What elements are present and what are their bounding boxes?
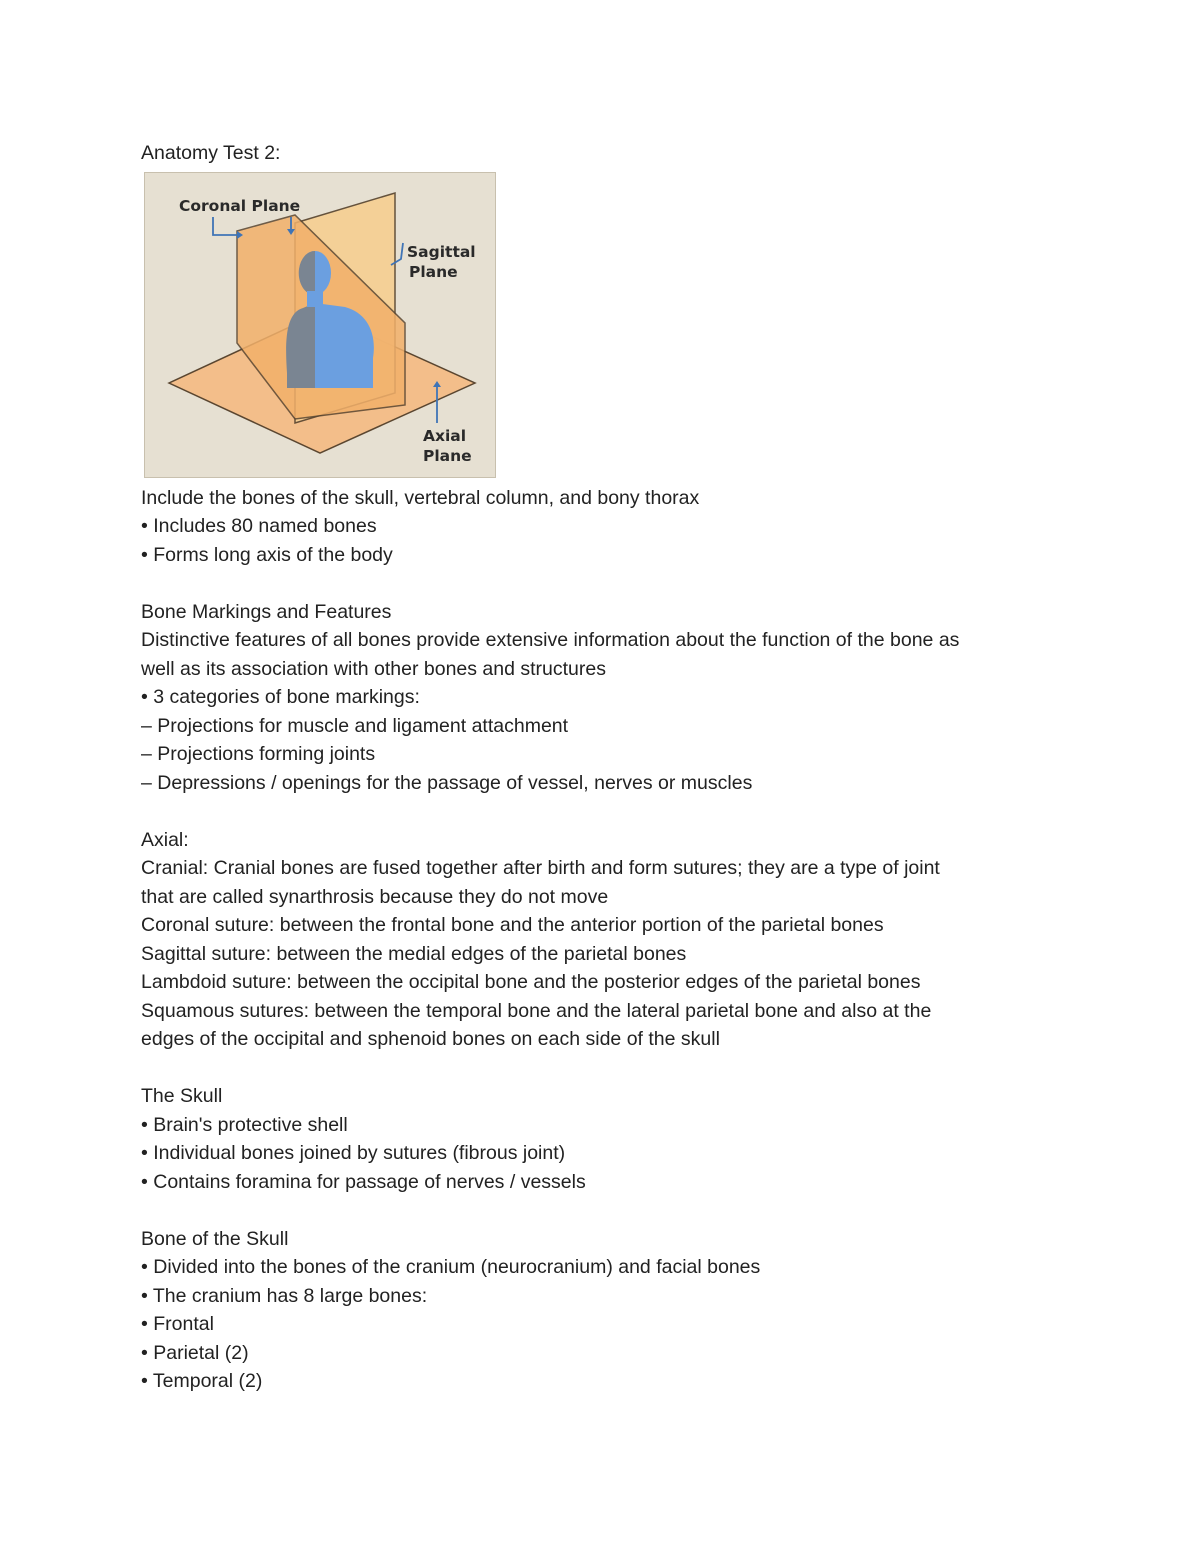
anatomical-planes-figure [144, 172, 496, 478]
paragraph-line: Sagittal suture: between the medial edges of the parietal bones [141, 942, 687, 965]
paragraph-line: Lambdoid suture: between the occipital bone and the posterior edges of the parietal bones [141, 971, 921, 993]
bullet-line: • Parietal (2) [141, 1341, 249, 1364]
intro-line: Include the bones of the skull, vertebral column, and bony thorax [141, 486, 700, 509]
bullet-line: • The cranium has 8 large bones: [141, 1284, 428, 1307]
paragraph-line: Squamous sutures: between the temporal bone and the lateral parietal bone and also at the [141, 999, 932, 1022]
dash-line: – Projections forming joints [141, 743, 376, 765]
bullet-line: • Individual bones joined by sutures (fibrous joint) [141, 1142, 566, 1164]
bullet-line: • Divided into the bones of the cranium (neurocranium) and facial bones [141, 1256, 761, 1278]
document-page [141, 139, 1061, 1396]
section-heading-bone-markings: Bone Markings and Features [141, 600, 392, 623]
paragraph-line: Cranial: Cranial bones are fused together after birth and form sutures; they are a type of joint [141, 857, 940, 879]
paragraph-line: that are called synarthrosis because they do not move [141, 885, 609, 908]
bullet-line: • Contains foramina for passage of nerves / vessels [141, 1170, 586, 1193]
intro-bullet: • Includes 80 named bones [141, 515, 377, 537]
dash-line: – Projections for muscle and ligament attachment [141, 714, 569, 737]
bullet-line: • Brain's protective shell [141, 1113, 348, 1136]
bullet-line: • Temporal (2) [141, 1370, 263, 1392]
sagittal-plane-label-line2: Plane [409, 262, 458, 281]
paragraph-line: well as its association with other bones and structures [141, 657, 606, 680]
axial-plane-label-line2: Plane [423, 446, 472, 465]
section-heading-axial: Axial: [141, 828, 189, 851]
dash-line: – Depressions / openings for the passage of vessel, nerves or muscles [141, 771, 753, 794]
bullet-line: • 3 categories of bone markings: [141, 686, 420, 708]
paragraph-line: edges of the occipital and sphenoid bones on each side of the skull [141, 1028, 720, 1050]
bullet-line: • Frontal [141, 1313, 214, 1335]
anatomical-planes-diagram [145, 173, 495, 477]
paragraph-line: Coronal suture: between the frontal bone and the anterior portion of the parietal bones [141, 914, 884, 936]
coronal-plane-label: Coronal Plane [179, 196, 301, 215]
paragraph-line: Distinctive features of all bones provide extensive information about the function of the bone as [141, 629, 960, 651]
section-heading-skull: The Skull [141, 1085, 223, 1107]
axial-plane-label-line1: Axial [423, 426, 467, 445]
intro-bullet: • Forms long axis of the body [141, 543, 393, 566]
sagittal-plane-label-line1: Sagittal [407, 242, 476, 261]
document-title: Anatomy Test 2: [141, 142, 281, 164]
section-heading-bone-of-skull: Bone of the Skull [141, 1227, 289, 1250]
